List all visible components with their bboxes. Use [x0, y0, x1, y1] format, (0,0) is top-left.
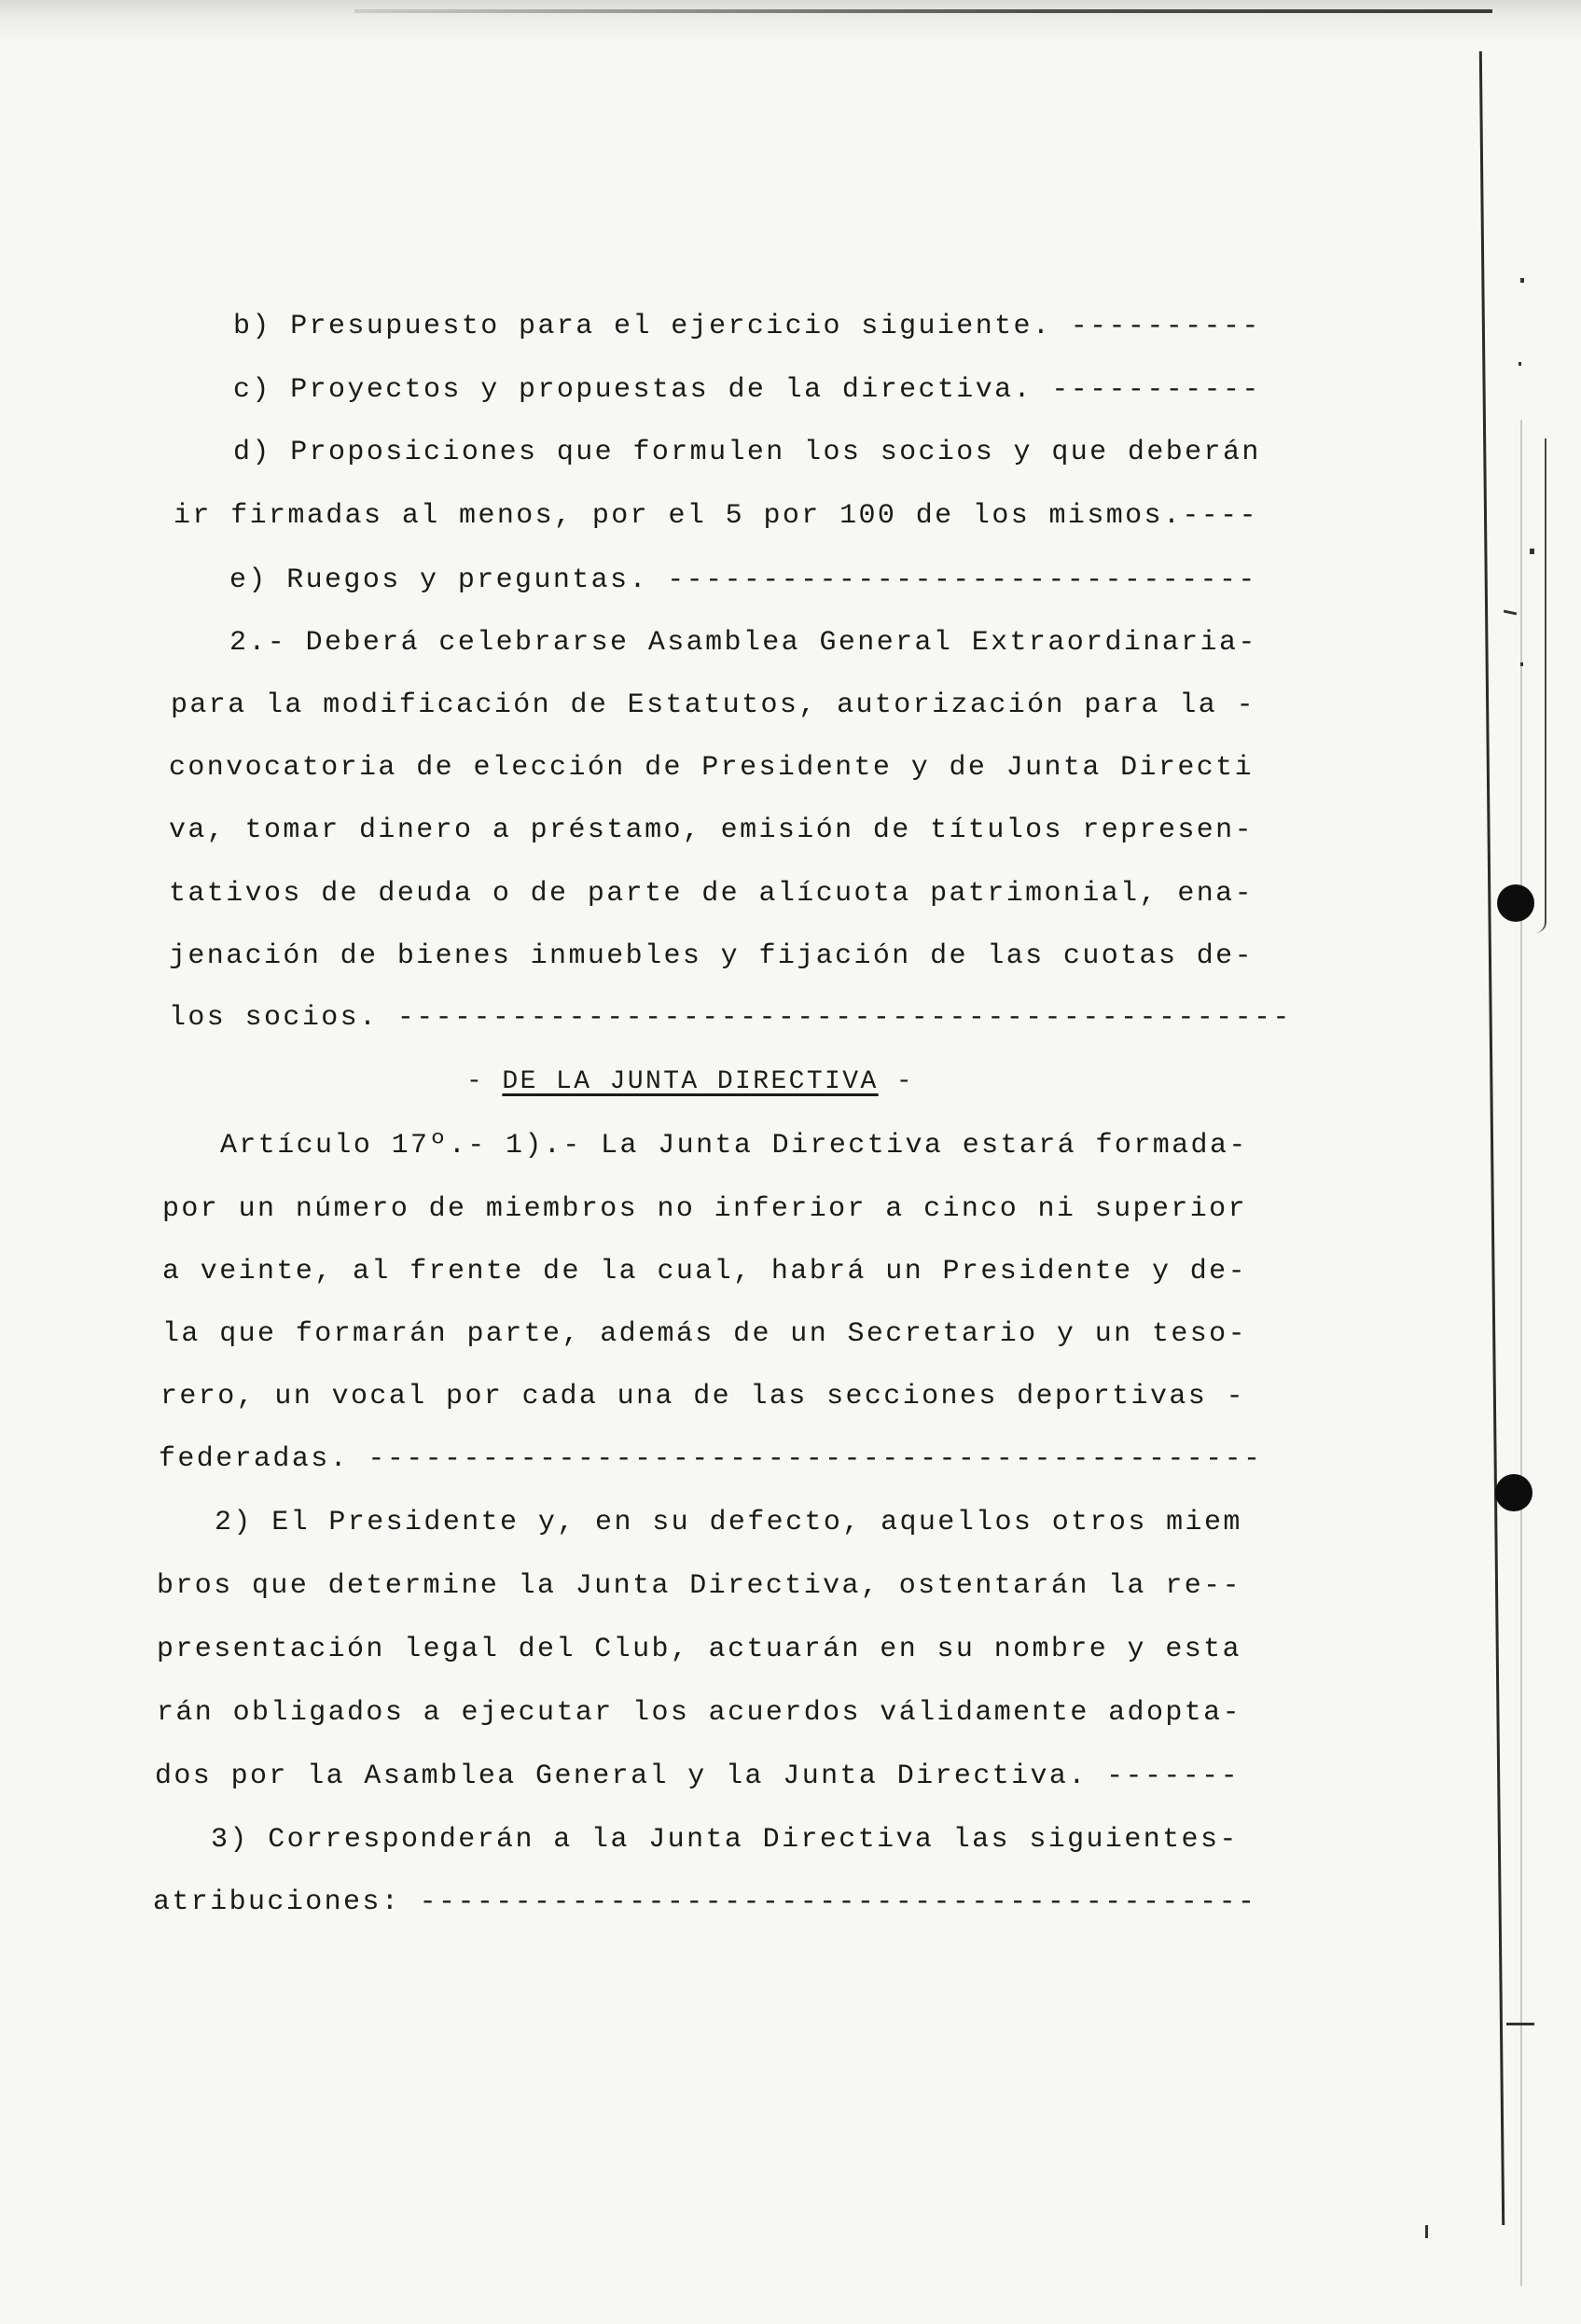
- text-line: va, tomar dinero a préstamo, emisión de títulos represen-: [169, 814, 1254, 846]
- text-line: bros que determine la Junta Directiva, ostentarán la re--: [157, 1570, 1241, 1602]
- paragraph-2-article-17: 2) El Presidente y, en su defecto, aquellos otros miem: [215, 1507, 1242, 1538]
- text-line: para la modificación de Estatutos, autorización para la -: [171, 689, 1255, 721]
- text-line: dos por la Asamblea General y la Junta Directiva. -------: [155, 1760, 1240, 1792]
- text-line: tativos de deuda o de parte de alícuota patrimonial, ena-: [169, 878, 1254, 910]
- section-title-text: DE LA JUNTA DIRECTIVA: [502, 1067, 879, 1096]
- text-line: presentación legal del Club, actuarán en su nombre y esta: [157, 1634, 1241, 1665]
- article-17-heading: Artículo 17º.- 1).- La Junta Directiva estará formada-: [220, 1130, 1248, 1162]
- text-line: jenación de bienes inmuebles y fijación de las cuotas de-: [169, 940, 1254, 972]
- text-line: federadas. -----------------------------------------------: [159, 1443, 1263, 1475]
- text-line: convocatoria de elección de Presidente y de Junta Directi: [169, 752, 1254, 784]
- text-line: rán obligados a ejecutar los acuerdos válidamente adopta-: [157, 1697, 1241, 1729]
- text-line: rero, un vocal por cada una de las secciones deportivas -: [160, 1381, 1245, 1412]
- text-line: atribuciones: --------------------------------------------: [153, 1886, 1257, 1918]
- text-line: los socios. -----------------------------------------------: [169, 1002, 1292, 1034]
- text-line: a veinte, al frente de la cual, habrá un Presidente y de-: [162, 1256, 1247, 1287]
- list-item-c: c) Proyectos y propuestas de la directiva. -----------: [233, 374, 1261, 406]
- list-item-b: b) Presupuesto para el ejercicio siguiente. ----------: [233, 311, 1261, 342]
- title-dash-left: -: [466, 1067, 485, 1096]
- text-line: la que formarán parte, además de un Secretario y un teso-: [162, 1318, 1247, 1350]
- section-title: [466, 1065, 914, 1099]
- list-item-e: e) Ruegos y preguntas. -------------------------------: [229, 564, 1257, 596]
- text-line: por un número de miembros no inferior a cinco ni superior: [162, 1193, 1247, 1225]
- text-line: ir firmadas al menos, por el 5 por 100 de los mismos.----: [173, 500, 1258, 532]
- title-dash-right: -: [895, 1067, 915, 1096]
- paragraph-2-start: 2.- Deberá celebrarse Asamblea General Extraordinaria-: [229, 627, 1257, 659]
- list-item-d: d) Proposiciones que formulen los socios y que deberán: [233, 437, 1261, 468]
- paragraph-3-article-17: 3) Corresponderán a la Junta Directiva las siguientes-: [211, 1824, 1239, 1856]
